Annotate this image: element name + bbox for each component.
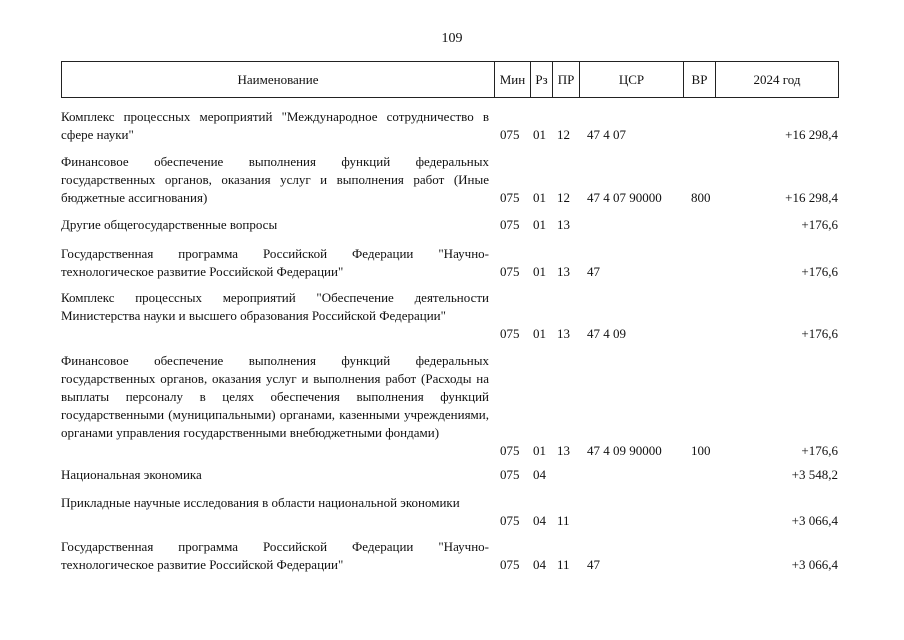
row-csr: 47 4 09 [587,326,626,341]
row-name: Финансовое обеспечение выполнения функций федеральных государственных органов, оказания услуг и выполнения работ (Расходы на выплаты персоналу в целях обеспечения выполнения функций государственными (муниципальными) органами, казенными учреждениями, органами управления государственными внебюджетными фондами) [61,353,489,440]
row-value: +16 298,4 [785,190,838,205]
row-pr: 13 [557,217,570,232]
row-rz: 04 [533,467,546,482]
row-csr: 47 4 07 [587,127,626,142]
row-name: Прикладные научные исследования в области национальной экономики [61,495,460,510]
row-min: 075 [500,264,520,279]
row-value: +3 066,4 [791,513,838,528]
row-rz: 01 [533,443,546,458]
table-row [0,494,904,530]
row-value: +176,6 [801,217,838,232]
table-row [0,245,904,281]
row-min: 075 [500,217,520,232]
row-name: Финансовое обеспечение выполнения функций федеральных государственных органов, оказания услуг и выполнения работ (Иные бюджетные ассигнования) [61,154,489,205]
row-rz: 04 [533,557,546,572]
row-value: +3 548,2 [791,467,838,482]
row-name: Комплекс процессных мероприятий "Международное сотрудничество в сфере науки" [61,109,489,142]
row-rz: 01 [533,217,546,232]
row-vr: 100 [691,443,711,458]
row-min: 075 [500,127,520,142]
header-csr: ЦСР [580,62,684,98]
header-year: 2024 год [716,62,839,98]
row-name: Государственная программа Российской Федерации "Научно-технологическое развитие Российской Федерации" [61,539,489,572]
row-min: 075 [500,467,520,482]
row-min: 075 [500,557,520,572]
row-csr: 47 4 09 90000 [587,443,662,458]
table-row [0,216,904,234]
table-row [0,538,904,574]
row-pr: 11 [557,557,570,572]
table-row [0,108,904,144]
row-value: +176,6 [801,443,838,458]
row-csr: 47 [587,264,600,279]
header-rz: Рз [531,62,553,98]
row-vr: 800 [691,190,711,205]
row-pr: 11 [557,513,570,528]
row-value: +3 066,4 [791,557,838,572]
row-csr: 47 4 07 90000 [587,190,662,205]
row-min: 075 [500,190,520,205]
row-value: +176,6 [801,264,838,279]
table-row [0,153,904,207]
row-name: Национальная экономика [61,467,202,482]
row-pr: 13 [557,326,570,341]
row-name: Комплекс процессных мероприятий "Обеспечение деятельности Министерства науки и высшего образования Российской Федерации" [61,290,489,323]
row-rz: 01 [533,127,546,142]
table-row [0,466,904,484]
row-name: Другие общегосударственные вопросы [61,217,278,232]
header-min: Мин [495,62,531,98]
page-number: 109 [441,31,463,46]
row-rz: 01 [533,264,546,279]
row-min: 075 [500,513,520,528]
row-name: Государственная программа Российской Федерации "Научно-технологическое развитие Российской Федерации" [61,246,489,279]
row-csr: 47 [587,557,600,572]
row-pr: 13 [557,264,570,279]
row-rz: 04 [533,513,546,528]
row-rz: 01 [533,190,546,205]
header-vr: ВР [684,62,716,98]
table-row [0,352,904,460]
row-pr: 12 [557,190,570,205]
row-value: +16 298,4 [785,127,838,142]
row-pr: 13 [557,443,570,458]
row-pr: 12 [557,127,570,142]
row-value: +176,6 [801,326,838,341]
row-min: 075 [500,443,520,458]
row-min: 075 [500,326,520,341]
header-name: Наименование [62,62,495,98]
table-header [61,61,839,98]
row-rz: 01 [533,326,546,341]
table-row [0,289,904,343]
header-pr: ПР [553,62,580,98]
